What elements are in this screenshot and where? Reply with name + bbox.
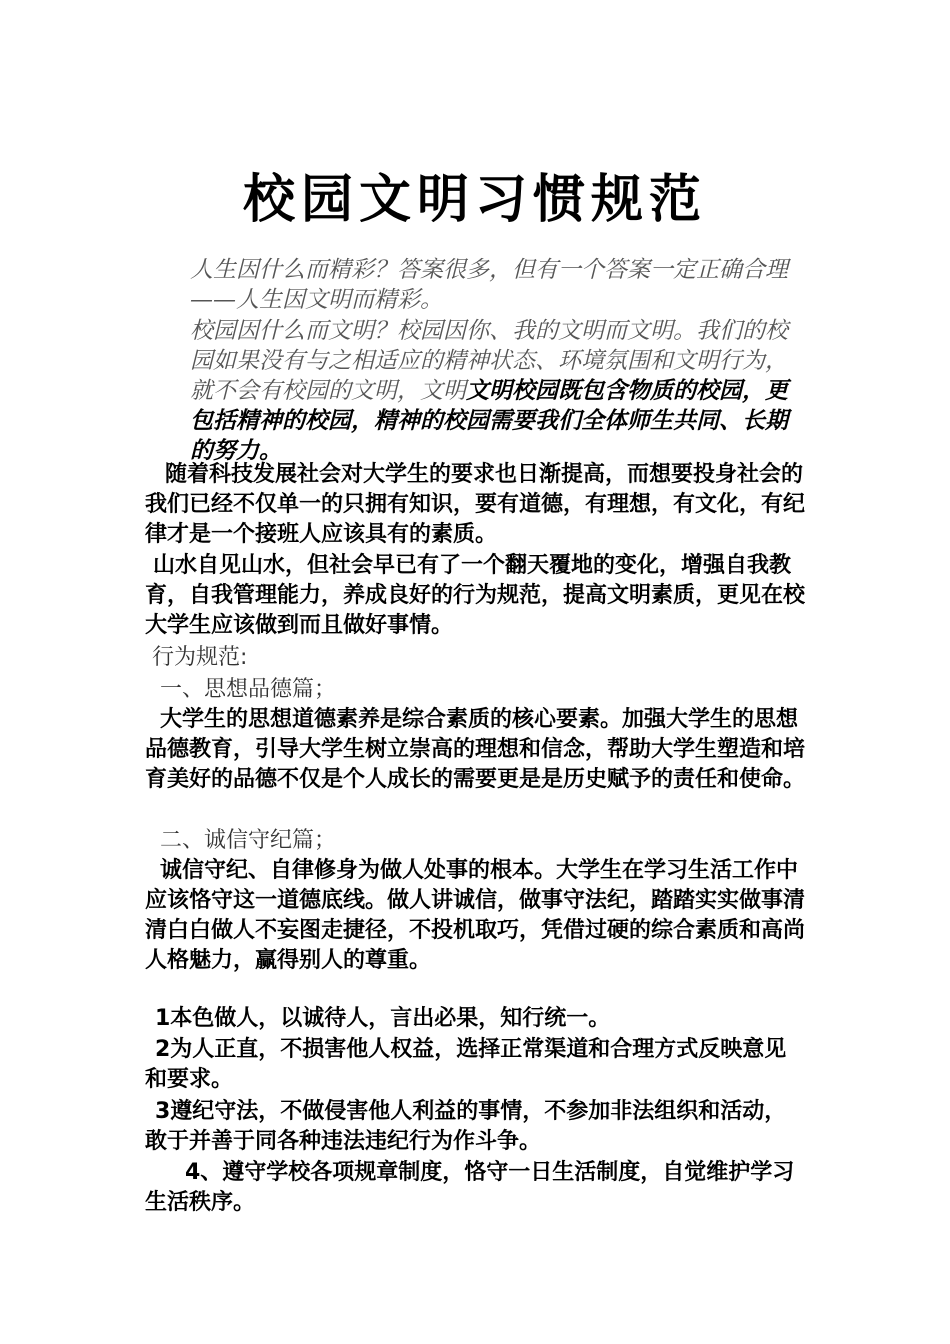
conduct-heading: 行为规范: (152, 645, 248, 670)
intro-quote-1: 人生因什么而精彩？答案很多，但有一个答案一定正确合理——人生因文明而精彩。 (190, 257, 788, 313)
section-1-text: 大学生的思想道德素养是综合素质的核心要素。加强大学生的思想品德教育，引导大学生树立崇高的理想和信念，帮助大学生塑造和培育美好的品德不仅是个人成长的需要更是是历史赋予的责任和使命。 (145, 707, 806, 792)
list-item-2: 2为人正直，不损害他人权益，选择正常渠道和合理方式反映意见和要求。 (145, 1037, 787, 1092)
section-2-heading: 二、诚信守纪篇； (160, 828, 337, 853)
intro-quote-2-plain: 校园因什么而文明？校园因你、我的文明而文明。我们的校园如果没有与之相适应的精神状态、环境氛围和文明行为，就不会有校园的文明，文明 (190, 318, 788, 404)
document-title: 校园文明习惯规范 (242, 169, 707, 230)
paragraph-2: 山水自见山水，但社会早已有了一个翻天覆地的变化，增强自我教育，自我管理能力，养成良好的行为规范，提高文明素质，更见在校大学生应该做到而且做好事情。 (145, 553, 806, 638)
paragraph-1: 随着科技发展社会对大学生的要求也日渐提高，而想要投身社会的我们已经不仅单一的只拥有知识，要有道德，有理想，有文化，有纪律才是一个接班人应该具有的素质。 (145, 462, 806, 547)
intro-quote-2-bold: 文明校园既包含物质的校园，更包括精神的校园，精神的校园需要我们全体师生共同、长期的努力。 (190, 377, 788, 464)
list-item-1: 1本色做人，以诚待人，言出必果，知行统一。 (155, 1006, 611, 1031)
intro-quote-2 (190, 316, 810, 466)
list-item-3: 3遵纪守法，不做侵害他人利益的事情，不参加非法组织和活动，敢于并善于同各种违法违纪行为作斗争。 (145, 1099, 787, 1154)
list-item-4: 4、遵守学校各项规章制度，恪守一日生活制度，自觉维护学习生活秩序。 (145, 1160, 795, 1215)
section-2-text: 诚信守纪、自律修身为做人处事的根本。大学生在学习生活工作中应该恪守这一道德底线。做人讲诚信，做事守法纪，踏踏实实做事清清白白做人不妄图走捷径，不投机取巧，凭借过硬的综合素质和高尚人格魅力，赢得别人的尊重。 (145, 858, 806, 973)
section-1-heading: 一、思想品德篇； (160, 677, 337, 702)
